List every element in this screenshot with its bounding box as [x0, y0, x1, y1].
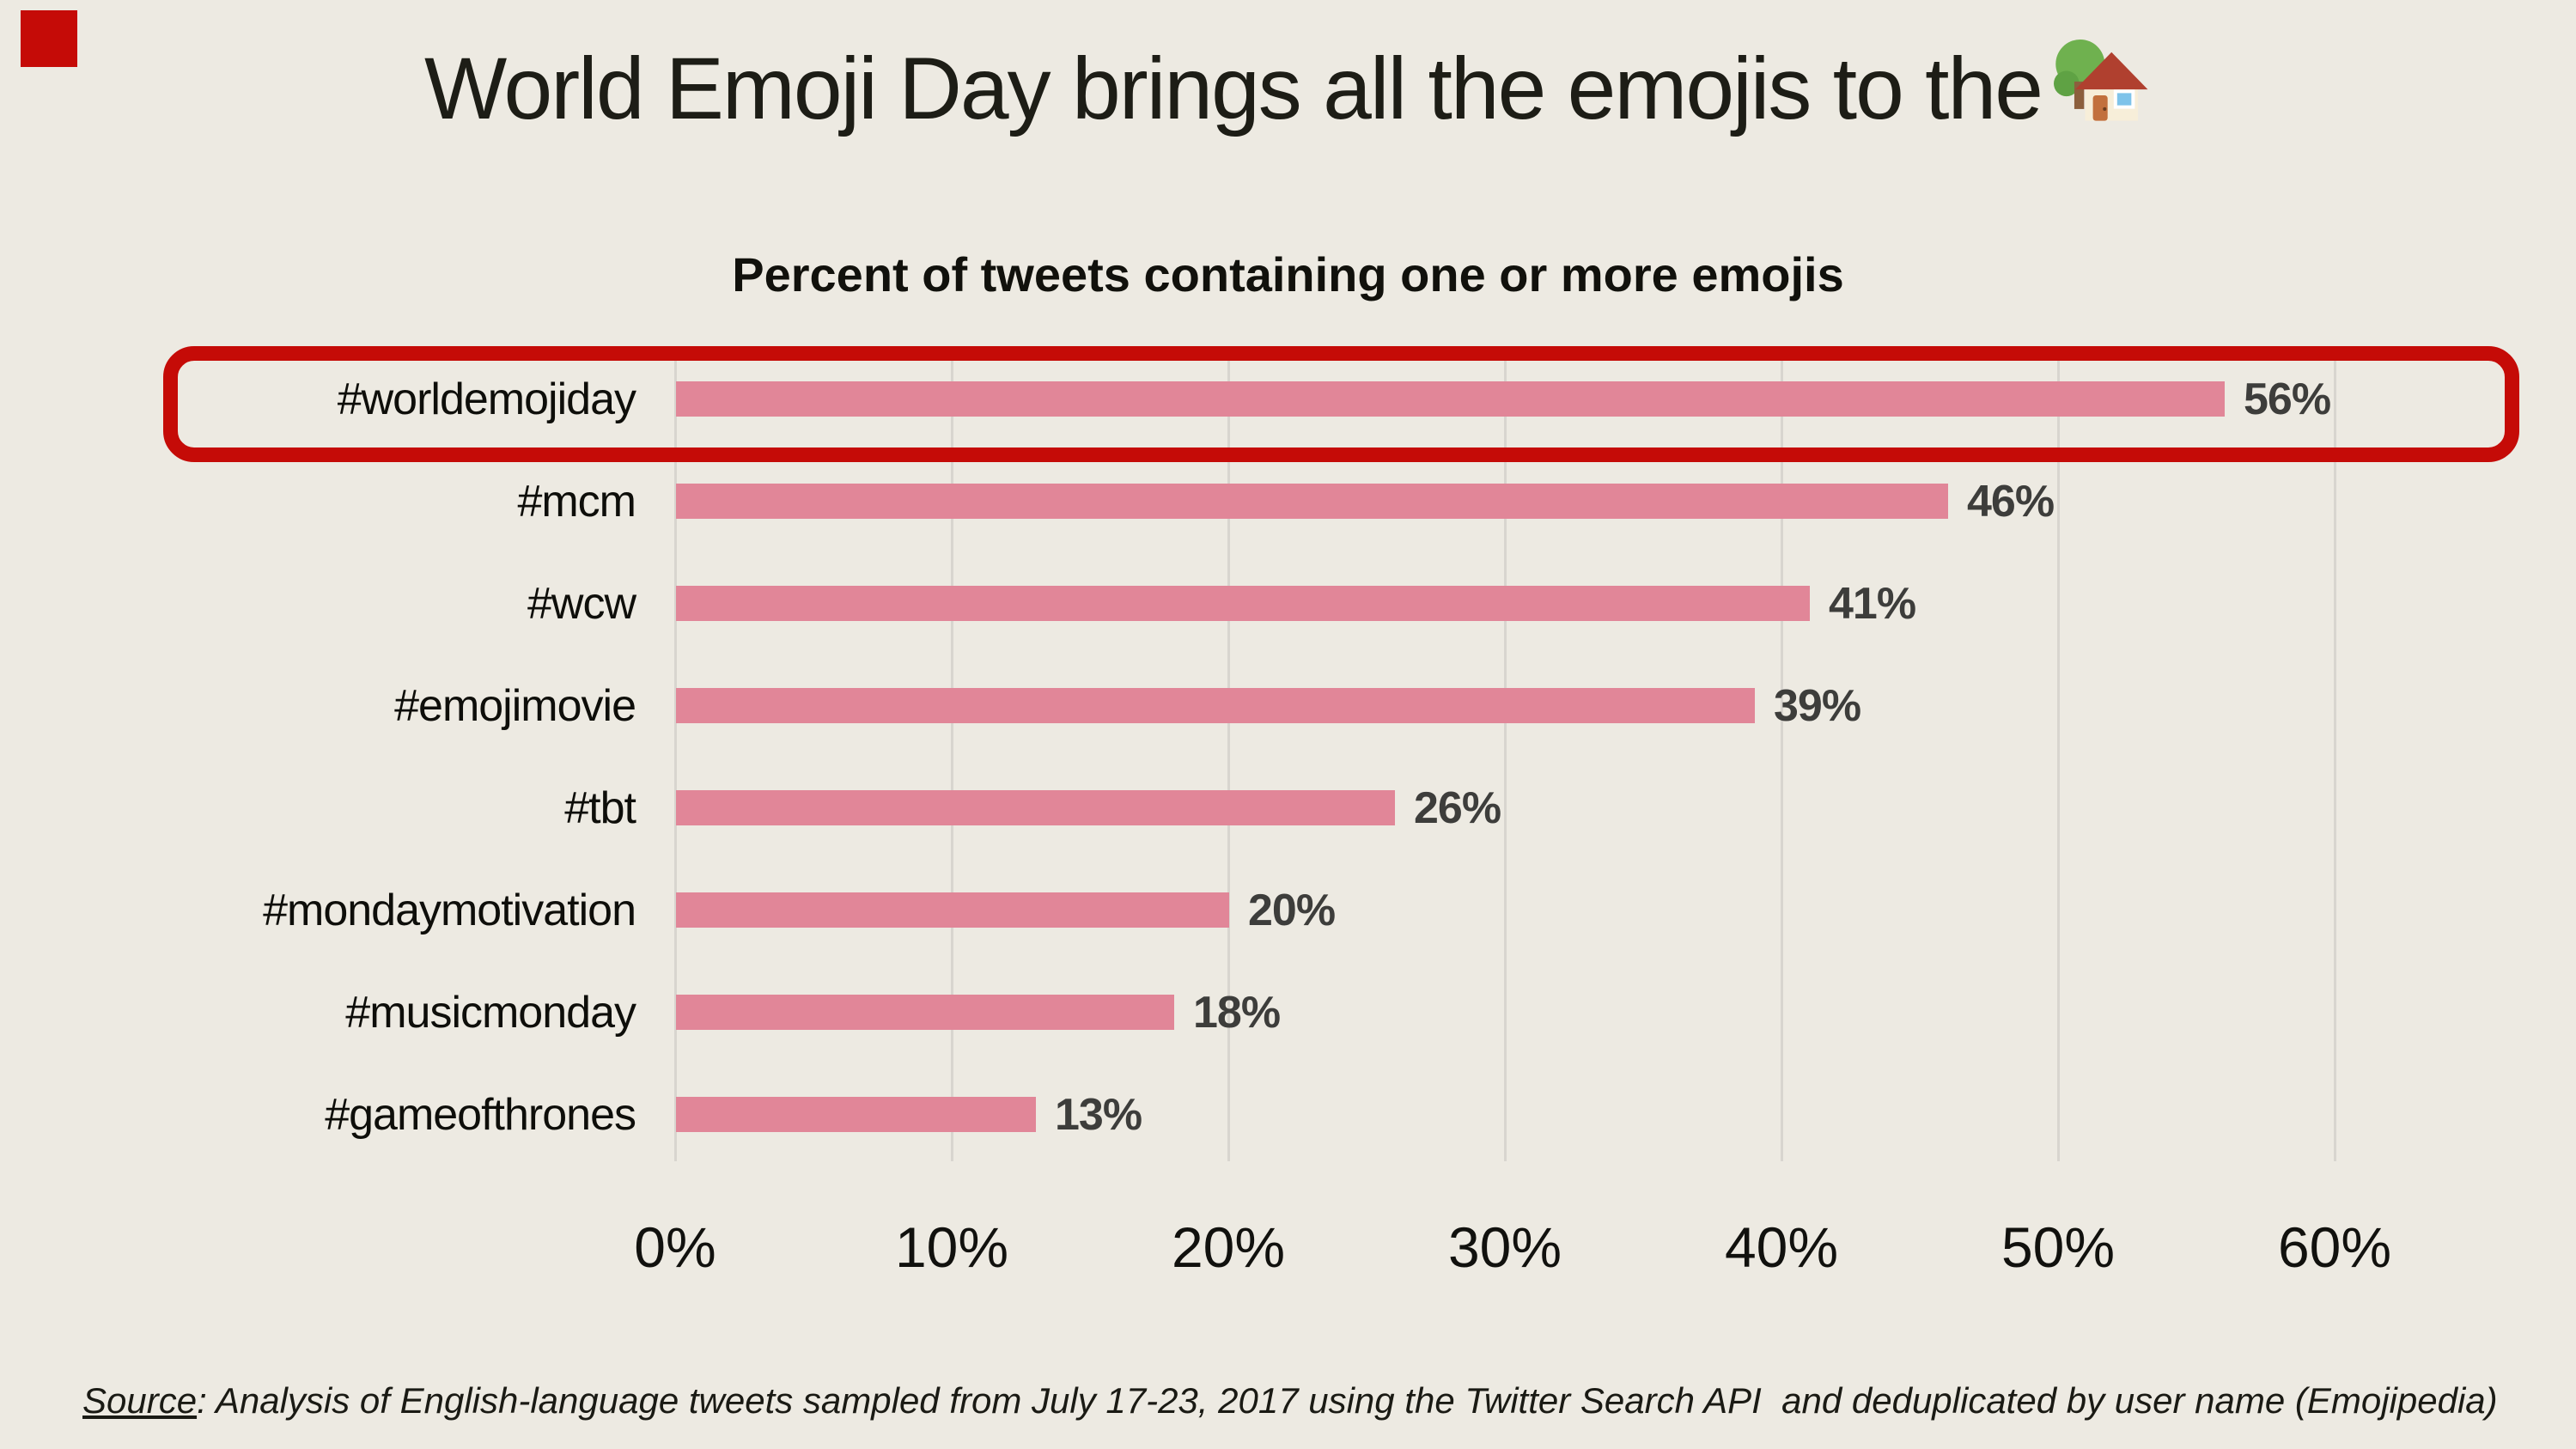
value-label: 56%: [2244, 374, 2331, 424]
value-label: 13%: [1055, 1089, 1142, 1140]
category-label: #gameofthrones: [325, 1089, 636, 1140]
bar-track: [676, 1063, 2576, 1166]
category-label: #worldemojiday: [337, 374, 636, 424]
x-axis-tick-label: 0%: [634, 1215, 716, 1279]
bar-track: [676, 859, 2576, 961]
bar-track: [676, 654, 2576, 757]
bar-track: [676, 757, 2576, 859]
x-axis-tick-label: 60%: [2277, 1215, 2392, 1279]
bar-track: [676, 961, 2576, 1063]
value-label: 39%: [1774, 680, 1861, 731]
chart-row: [0, 859, 2576, 961]
chart-row: [0, 1063, 2576, 1166]
bar: [676, 995, 1174, 1030]
bar-track: [676, 348, 2576, 450]
source-text: : Analysis of English-language tweets sampled from July 17-23, 2017 using the Twitter Search API and deduplicated by user name (Emojipedia): [197, 1380, 2498, 1421]
page-title-text: World Emoji Day brings all the emojis to the: [424, 40, 2042, 137]
x-axis-tick-label: 40%: [1724, 1215, 1839, 1279]
bar: [676, 688, 1755, 723]
x-axis-tick-label: 10%: [894, 1215, 1009, 1279]
chart-row: [0, 757, 2576, 859]
source-word: Source: [82, 1380, 198, 1421]
bar: [676, 586, 1810, 621]
category-label: #musicmonday: [345, 987, 636, 1038]
category-label: #mondaymotivation: [263, 885, 636, 935]
value-label: 26%: [1414, 782, 1501, 833]
category-label: #emojimovie: [394, 680, 636, 731]
category-label: #wcw: [527, 578, 636, 629]
bar-track: [676, 552, 2576, 654]
bar: [676, 892, 1229, 928]
category-label: #mcm: [517, 476, 636, 527]
x-axis-tick-label: 20%: [1171, 1215, 1286, 1279]
chart-row: [0, 654, 2576, 757]
bar: [676, 790, 1395, 825]
bar-track: [676, 450, 2576, 552]
value-label: 46%: [1967, 476, 2055, 527]
source-note: [82, 1374, 2539, 1428]
value-label: 18%: [1193, 987, 1281, 1038]
value-label: 41%: [1829, 578, 1916, 629]
x-axis-tick-label: 50%: [2001, 1215, 2116, 1279]
category-label: #tbt: [564, 782, 636, 833]
value-label: 20%: [1248, 885, 1336, 935]
chart-title: Percent of tweets containing one or more emojis: [732, 247, 1844, 301]
bar: [676, 1097, 1036, 1132]
bar: [676, 381, 2225, 417]
x-axis-tick-label: 30%: [1447, 1215, 1562, 1279]
bar: [676, 484, 1948, 519]
chart-row: [0, 961, 2576, 1063]
chart-row: [0, 450, 2576, 552]
chart-row: [0, 552, 2576, 654]
chart-row: [0, 348, 2576, 450]
